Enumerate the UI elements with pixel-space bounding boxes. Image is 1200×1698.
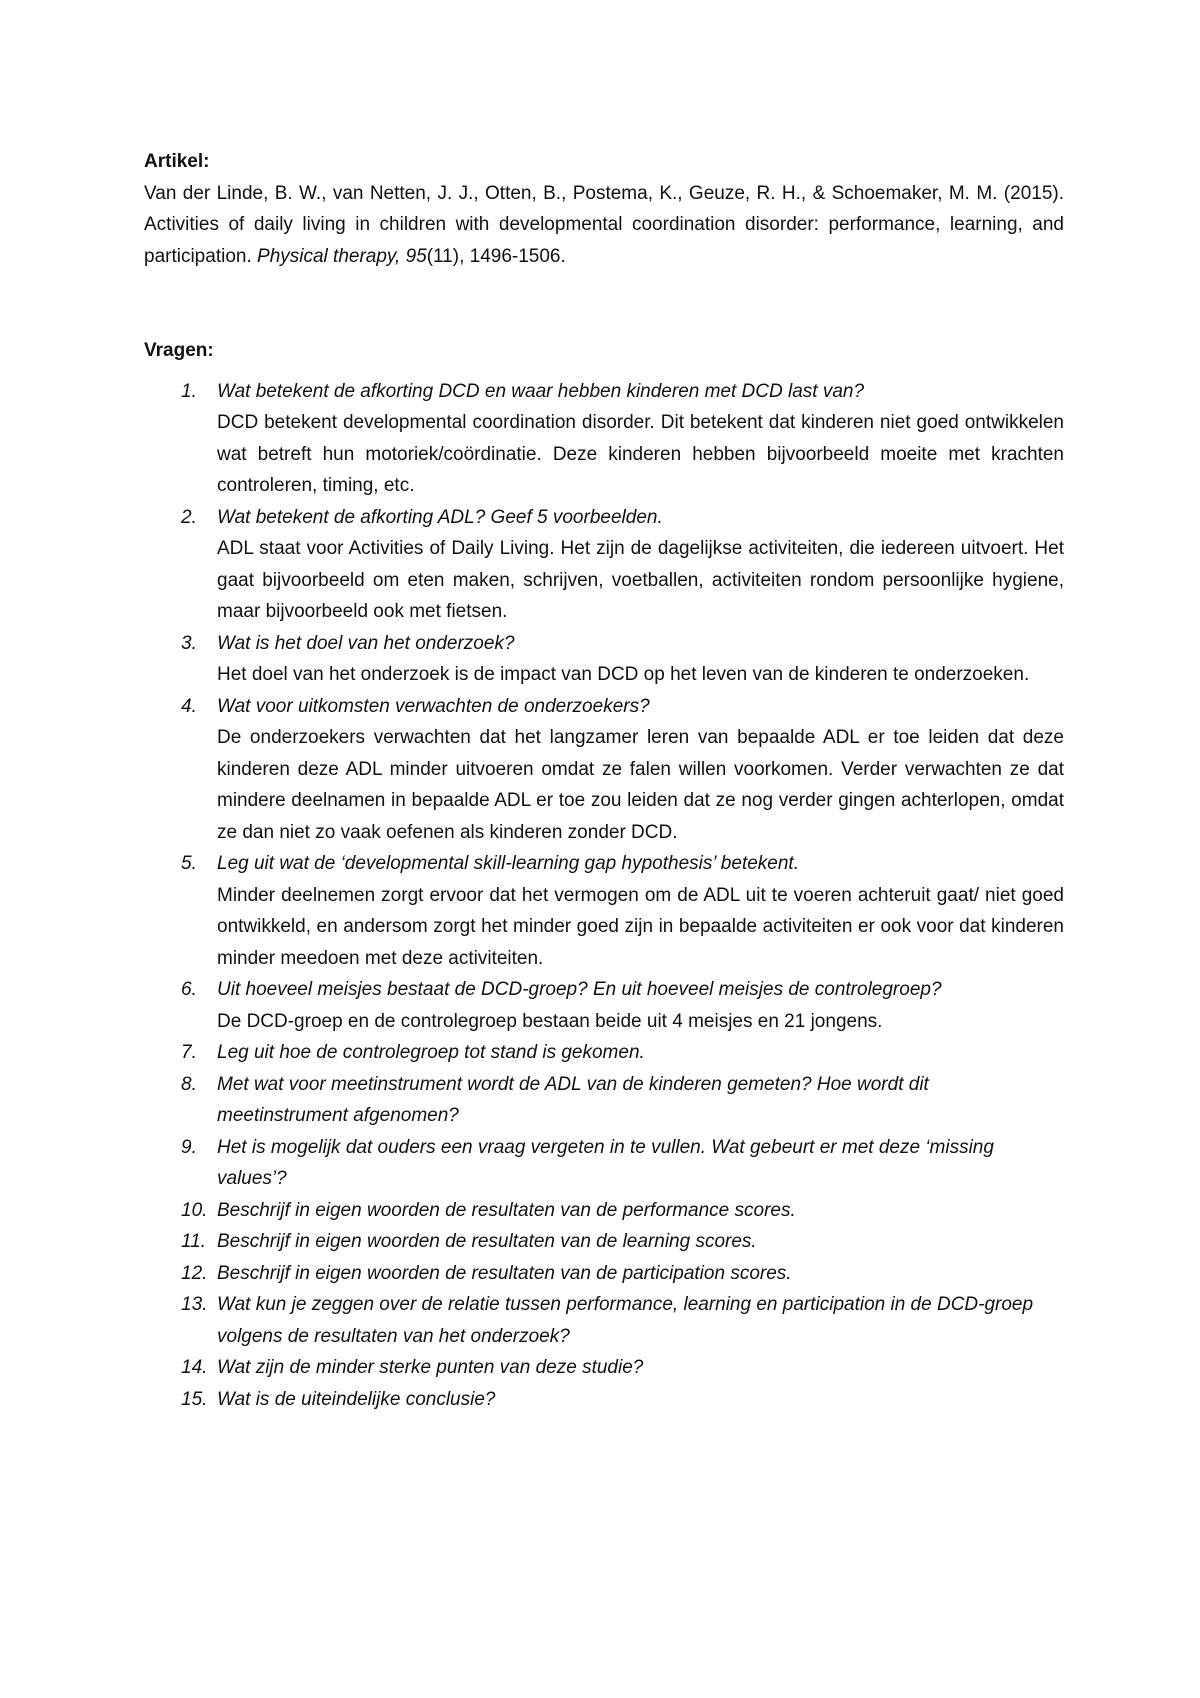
question-number: 11.	[181, 1231, 207, 1252]
question-item	[144, 1289, 1064, 1352]
question-answer: De onderzoekers verwachten dat het langzamer leren van bepaalde ADL er toe leiden dat deze kinderen deze ADL minder uitvoeren omdat ze falen willen voorkomen. Verder verwachten ze dat mindere deelnamen in bepaalde ADL er toe zou leiden dat ze nog verder gingen achterlopen, omdat ze dan niet zo vaak oefenen als kinderen zonder DCD.	[217, 727, 1064, 843]
citation-journal: Physical therapy, 95	[257, 245, 427, 267]
question-answer: DCD betekent developmental coordination disorder. Dit betekent dat kinderen niet goed ontwikkelen wat betreft hun motoriek/coördinatie. Deze kinderen hebben bijvoorbeeld moeite met krachten controleren, timing, etc.	[217, 412, 1064, 496]
question-text: Wat betekent de afkorting ADL? Geef 5 voorbeelden.	[217, 506, 663, 528]
question-item	[144, 1069, 1064, 1132]
question-text: Leg uit wat de ‘developmental skill-learning gap hypothesis’ betekent.	[217, 853, 799, 874]
question-number: 3.	[181, 632, 197, 654]
question-item	[144, 376, 1064, 502]
question-number: 5.	[181, 853, 197, 874]
question-number: 1.	[181, 380, 197, 402]
question-text: Beschrijf in eigen woorden de resultaten van de participation scores.	[217, 1262, 792, 1284]
question-number: 10.	[181, 1199, 208, 1221]
question-item	[144, 1195, 1064, 1227]
question-item	[144, 1226, 1064, 1258]
question-text: Wat kun je zeggen over de relatie tussen performance, learning en participation in de DCD-groep volgens de resultaten van het onderzoek?	[217, 1294, 1034, 1347]
citation-authors: Van der Linde, B. W., van Netten, J. J., Otten, B., Postema, K., Geuze, R. H., & Schoemaker, M. M. (2015). Activities of daily living in children with developmental coordination disorder: performance, learning, and participation.	[144, 182, 1064, 267]
question-number: 4.	[181, 695, 197, 717]
question-item	[144, 1132, 1064, 1195]
question-text: Wat zijn de minder sterke punten van deze studie?	[217, 1357, 644, 1378]
question-number: 9.	[181, 1136, 197, 1158]
questions-heading: Vragen:	[144, 340, 214, 361]
question-text: Wat voor uitkomsten verwachten de onderzoekers?	[217, 695, 650, 717]
question-item	[144, 1037, 1064, 1069]
question-number: 14.	[181, 1357, 208, 1378]
question-text: Wat is de uiteindelijke conclusie?	[217, 1388, 496, 1410]
question-answer: Minder deelnemen zorgt ervoor dat het vermogen om de ADL uit te voeren achteruit gaat/ niet goed ontwikkeld, en andersom zorgt het minder goed zijn in bepaalde activiteiten er ook voor dat kinderen minder meedoen met deze activiteiten.	[217, 884, 1064, 969]
question-number: 13.	[181, 1294, 208, 1315]
question-answer: ADL staat voor Activities of Daily Living. Het zijn de dagelijkse activiteiten, die iedereen uitvoert. Het gaat bijvoorbeeld om eten maken, schrijven, voetballen, activiteiten rondom persoonlijke hygiene, maar bijvoorbeeld ook met fietsen.	[217, 538, 1064, 622]
section-spacer	[144, 272, 1064, 335]
article-heading: Artikel:	[144, 151, 210, 172]
question-number: 15.	[181, 1388, 208, 1410]
question-item	[144, 1352, 1064, 1384]
citation-issue-pages: (11), 1496-1506.	[426, 245, 566, 267]
question-item	[144, 974, 1064, 1037]
question-item	[144, 691, 1064, 849]
question-number: 7.	[181, 1042, 197, 1063]
question-item	[144, 848, 1064, 974]
question-number: 8.	[181, 1073, 197, 1095]
question-text: Wat is het doel van het onderzoek?	[217, 632, 515, 654]
question-text: Beschrijf in eigen woorden de resultaten van de performance scores.	[217, 1199, 796, 1221]
question-item	[144, 628, 1064, 691]
question-text: Beschrijf in eigen woorden de resultaten van de learning scores.	[217, 1231, 757, 1252]
question-item	[144, 1258, 1064, 1290]
question-text: Uit hoeveel meisjes bestaat de DCD-groep? En uit hoeveel meisjes de controlegroep?	[217, 979, 942, 1000]
question-answer: Het doel van het onderzoek is de impact van DCD op het leven van de kinderen te onderzoeken.	[217, 664, 1030, 685]
question-text: Leg uit hoe de controlegroep tot stand is gekomen.	[217, 1042, 645, 1063]
question-text: Het is mogelijk dat ouders een vraag vergeten in te vullen. Wat gebeurt er met deze ‘missing values’?	[217, 1136, 994, 1189]
question-text: Met wat voor meetinstrument wordt de ADL van de kinderen gemeten? Hoe wordt dit meetinstrument afgenomen?	[217, 1073, 929, 1126]
question-number: 2.	[181, 506, 197, 528]
question-number: 12.	[181, 1262, 208, 1284]
article-citation	[144, 178, 1064, 273]
question-number: 6.	[181, 979, 197, 1000]
question-text: Wat betekent de afkorting DCD en waar hebben kinderen met DCD last van?	[217, 380, 865, 402]
question-answer: De DCD-groep en de controlegroep bestaan beide uit 4 meisjes en 21 jongens.	[217, 1010, 883, 1032]
question-item	[144, 502, 1064, 628]
questions-list	[144, 376, 1064, 1416]
question-item	[144, 1384, 1064, 1416]
document-page	[144, 146, 1064, 1415]
